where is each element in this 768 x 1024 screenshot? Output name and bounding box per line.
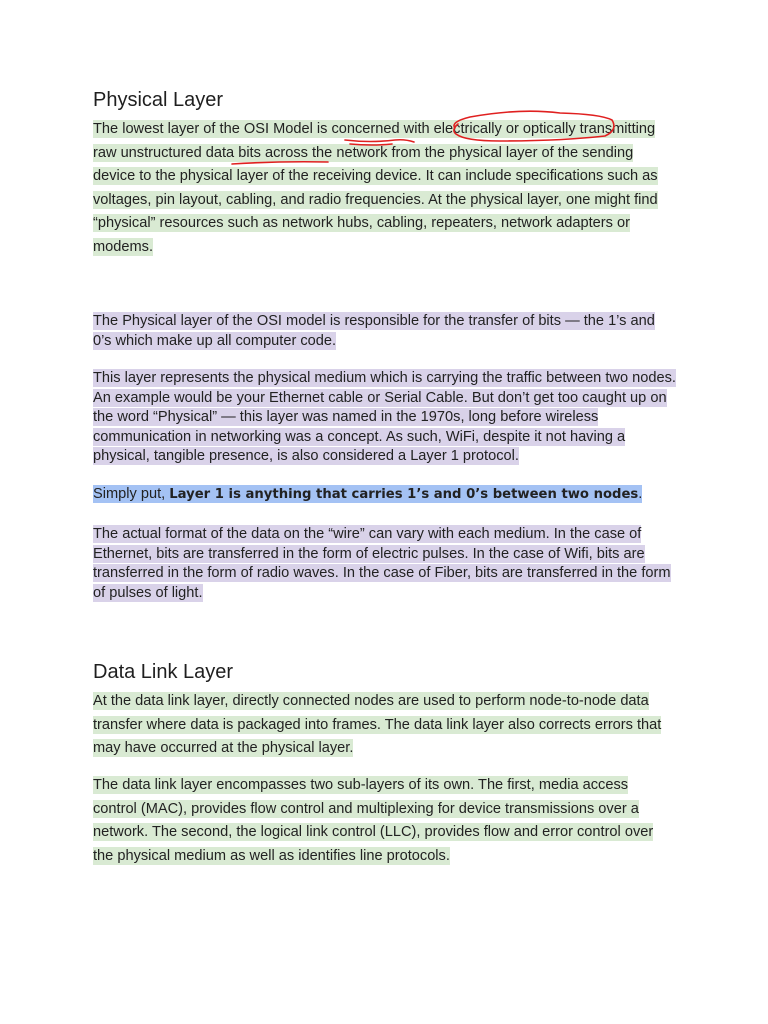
highlight-green: The data link layer encompasses two sub-layers of its own. The first, media access control (MAC), provides flow control and multiplexing for device transmissions over a network. The second, the logical link control (LLC), provides flow and error control over the physical medium as well as identifies line protocols. [93, 777, 654, 864]
simply-put-bold: Layer 1 is anything that carries 1’s and 0’s between two nodes [169, 487, 639, 502]
heading-physical-layer: Physical Layer [93, 89, 224, 111]
paragraph-datalink-intro [93, 690, 675, 761]
paragraph-physical-intro [93, 118, 675, 259]
highlight-green: The lowest layer of the OSI Model is concerned with electrically or optically transmitting raw unstructured data bits across the network from the physical layer of the sending device to the physical layer of the receiving device. It can include specifications such as voltages, pin layout, cabling, and radio frequencies. At the physical layer, one might find “physical” resources such as network hubs, cabling, repeaters, network adapters or modems. [93, 121, 658, 255]
simply-put-suffix: . [638, 486, 643, 502]
paragraph-simply-put [93, 485, 677, 505]
paragraph-physical-bits [93, 312, 677, 351]
highlight-purple: The actual format of the data on the “wire” can vary with each medium. In the case of Ethernet, bits are transferred in the form of electric pulses. In the case of Wifi, bits are transferred in the form of radio waves. In the case of Fiber, bits are transferred in the form of pulses of light. [93, 526, 671, 601]
paragraph-datalink-sublayers [93, 774, 675, 868]
highlight-purple: This layer represents the physical medium which is carrying the traffic between two nodes. An example would be your Ethernet cable or Serial Cable. But don’t get too caught up on the word “Physical” — this layer was named in the 1970s, long before wireless communication in networking was a concept. As such, WiFi, despite it not having a physical, tangible presence, is also considered a Layer 1 protocol. [93, 370, 676, 464]
simply-put-prefix: Simply put, [93, 486, 170, 502]
paragraph-physical-medium [93, 369, 677, 467]
highlight-blue [93, 485, 642, 503]
heading-data-link-layer: Data Link Layer [93, 661, 234, 683]
highlight-purple: The Physical layer of the OSI model is responsible for the transfer of bits — the 1’s and 0’s which make up all computer code. [93, 313, 655, 349]
highlight-green: At the data link layer, directly connected nodes are used to perform node-to-node data transfer where data is packaged into frames. The data link layer also corrects errors that may have occurred at the physical layer. [93, 693, 662, 756]
paragraph-physical-format [93, 525, 678, 603]
